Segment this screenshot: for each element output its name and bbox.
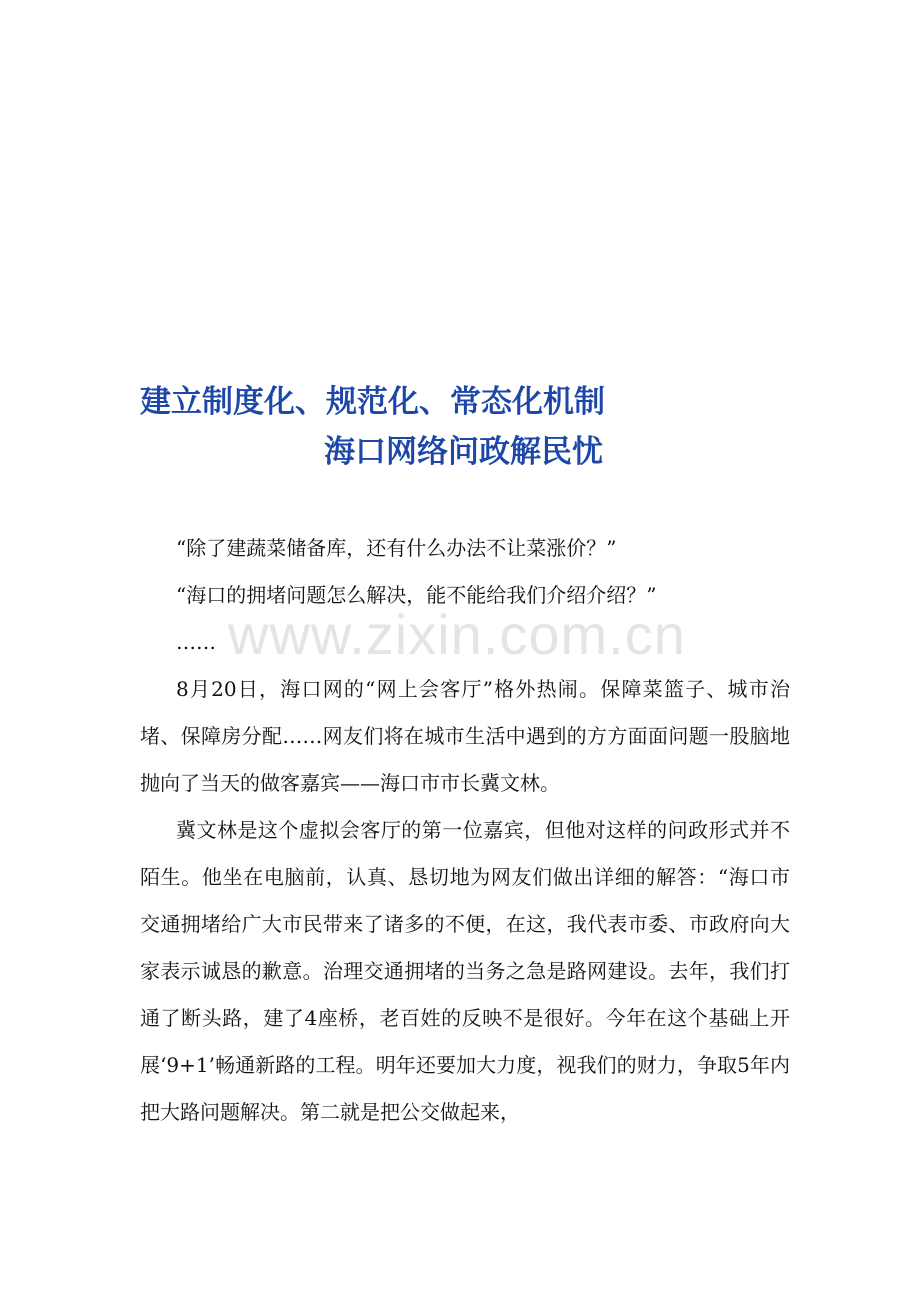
article-title-line-1: 建立制度化、规范化、常态化机制 bbox=[140, 384, 605, 420]
body-paragraph-1: 8月20日，海口网的“网上会客厅”格外热闹。保障菜篮子、城市治堵、保障房分配……网友们将在城市生活中遇到的方方面面问题一股脑地抛向了当天的做客嘉宾——海口市市长冀文林。 bbox=[140, 677, 790, 795]
ellipsis-paragraph: …… bbox=[176, 630, 216, 654]
article-title-line-2: 海口网络问政解民忧 bbox=[324, 434, 603, 470]
watermark: www.zixin.com.cn bbox=[228, 603, 686, 666]
article-body bbox=[140, 525, 790, 1136]
quote-paragraph-1: “除了建蔬菜储备库，还有什么办法不让菜涨价？” bbox=[176, 536, 617, 560]
quote-paragraph-2: “海口的拥堵问题怎么解决，能不能给我们介绍介绍？” bbox=[176, 583, 657, 607]
body-paragraph-2: 冀文林是这个虚拟会客厅的第一位嘉宾，但他对这样的问政形式并不陌生。他坐在电脑前，认真、恳切地为网友们做出详细的解答：“海口市交通拥堵给广大市民带来了诸多的不便，在这，我代表市委、市政府向大家表示诚恳的歉意。治理交通拥堵的当务之急是路网建设。去年，我们打通了断头路，建了4座桥，老百姓的反映不是很好。今年在这个基础上开展‘9+1’畅通新路的工程。明年还要加大力度，视我们的财力，争取5年内把大路问题解决。第二就是把公交做起来， bbox=[140, 818, 790, 1124]
